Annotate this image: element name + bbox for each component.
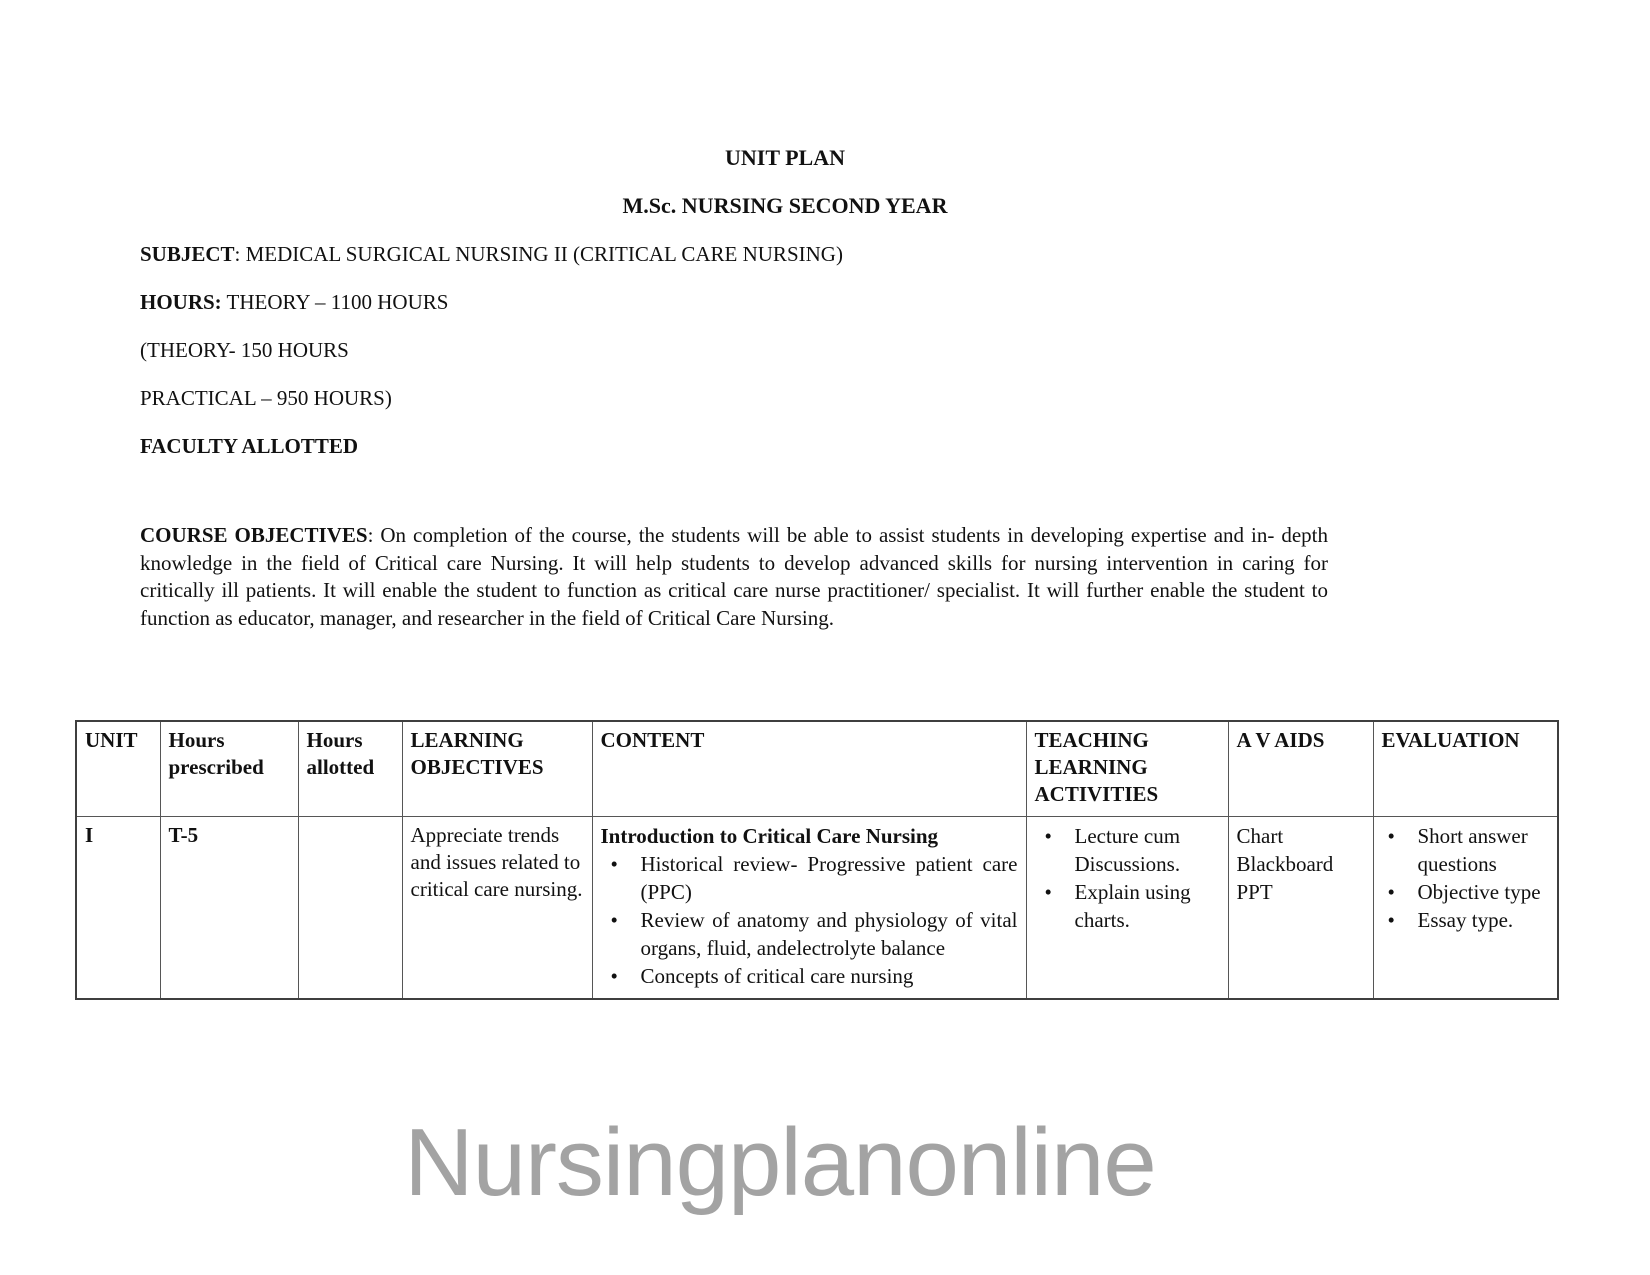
watermark-text: Nursingplanonline — [404, 1109, 1156, 1216]
list-item: • Lecture cum Discussions. — [1035, 822, 1220, 878]
list-item: PPT — [1236, 880, 1273, 904]
cell-hours-allotted — [298, 817, 402, 1000]
list-item: • Essay type. — [1382, 906, 1550, 934]
subject-line — [140, 241, 1650, 267]
course-objectives-text: : On completion of the course, the students will be able to assist students in developing expertise and in- depth knowledge in the field of Critical care Nursing. It will help students to develop advanced skills for nursing intervention in caring for critically ill patients. It will enable the student to function as critical care nurse practitioner/ specialist. It will further enable the student to function as educator, manager, and researcher in the field of Critical Care Nursing. — [140, 523, 1329, 630]
content-title: Introduction to Critical Care Nursing — [600, 824, 939, 848]
table-row — [76, 817, 1558, 1000]
column-header-evaluation: EVALUATION — [1373, 721, 1558, 817]
cell-evaluation — [1373, 817, 1558, 1000]
cell-av-aids — [1228, 817, 1373, 1000]
content-bullet-list — [601, 850, 1018, 990]
faculty-allotted-line: FACULTY ALLOTTED — [140, 434, 359, 458]
theory-hours-line: (THEORY- 150 HOURS — [140, 338, 349, 362]
unit-plan-table — [75, 720, 1559, 1000]
subject-value: : MEDICAL SURGICAL NURSING II (CRITICAL CARE NURSING) — [234, 242, 843, 266]
column-header-teaching-learning-activities: TEACHING LEARNING ACTIVITIES — [1026, 721, 1228, 817]
document-title: UNIT PLAN — [724, 145, 845, 170]
list-item: • Explain using charts. — [1035, 878, 1220, 934]
column-header-content: CONTENT — [592, 721, 1026, 817]
cell-hours-prescribed: T-5 — [160, 817, 298, 1000]
practical-hours-line: PRACTICAL – 950 HOURS) — [140, 386, 392, 410]
cell-content — [592, 817, 1026, 1000]
document-subtitle: M.Sc. NURSING SECOND YEAR — [622, 193, 948, 218]
column-header-hours-prescribed: Hours prescribed — [160, 721, 298, 817]
hours-line — [140, 289, 1650, 315]
cell-teaching-activities — [1026, 817, 1228, 1000]
list-item: • Historical review- Progressive patient care (PPC) — [601, 850, 1018, 906]
hours-value: THEORY – 1100 HOURS — [221, 290, 449, 314]
list-item: • Short answer questions — [1382, 822, 1550, 878]
course-objectives-label: COURSE OBJECTIVES — [140, 523, 368, 547]
cell-unit: I — [76, 817, 160, 1000]
list-item: • Review of anatomy and physiology of vital organs, fluid, andelectrolyte balance — [601, 906, 1018, 962]
column-header-unit: UNIT — [76, 721, 160, 817]
hours-label: HOURS: — [140, 290, 222, 314]
list-item: Blackboard — [1236, 852, 1334, 876]
list-item: • Objective type — [1382, 878, 1550, 906]
table-header-row — [76, 721, 1558, 817]
list-item: • Concepts of critical care nursing — [601, 962, 1018, 990]
column-header-av-aids: A V AIDS — [1228, 721, 1373, 817]
list-item: Chart — [1236, 824, 1284, 848]
evaluation-bullet-list — [1382, 822, 1550, 934]
course-objectives-paragraph — [140, 522, 1328, 632]
cell-learning-objectives: Appreciate trends and issues related to critical care nursing. — [402, 817, 592, 1000]
subject-label: SUBJECT — [140, 242, 235, 266]
column-header-learning-objectives: LEARNING OBJECTIVES — [402, 721, 592, 817]
teaching-bullet-list — [1035, 822, 1220, 934]
column-header-hours-allotted: Hours allotted — [298, 721, 402, 817]
av-aids-list — [1237, 822, 1365, 906]
